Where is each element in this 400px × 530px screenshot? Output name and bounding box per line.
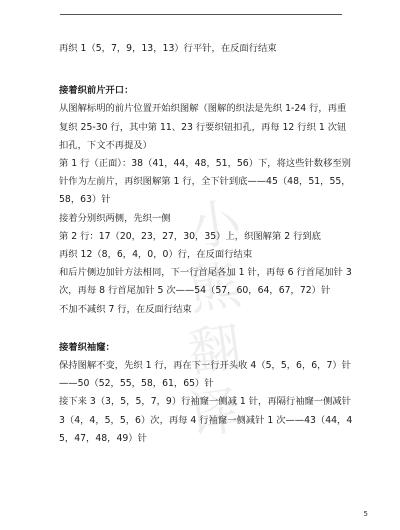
top-rule [60,14,342,15]
watermark-char: 小 [185,192,245,260]
paragraph: 从图解标明的前片位置开始织图解（图解的织法是先织 1-24 行，再重复织 25-30 行，其中第 11、23 行要织钮扣孔，再每 12 行织 1 次钮扣孔，下文不再提及） [59,103,347,151]
paragraph: 和后片侧边加针方法相同，下一行首尾各加 1 针，再每 6 行首尾加针 3 次，再每 8 行首尾加针 5 次——54（57，60，64，67，72）针 [59,267,352,297]
page-number: 5 [363,510,368,518]
paragraph: 接着分别织两侧，先织一侧 [59,212,171,224]
paragraph: 再织 12（8，6，4，0，0）行，在反面行结束 [59,249,253,261]
watermark-char: 翻 [185,317,245,385]
watermark-char: 熊 [185,255,245,322]
paragraph: 第 2 行：17（20，23，27，30，35）上，织图解第 2 行到底 [59,230,321,242]
paragraph: 接下来 3（3，5，5，7，9）行袖窿一侧减 1 针，再隔行袖窿一侧减针 3（4，4，5，5，6）次，再每 4 行袖窿一侧减针 1 次——43（44，45，47，48，49）针 [59,396,353,444]
watermark-char: 译 [185,380,245,448]
section-heading: 接着织前片开口： [59,85,134,97]
section-heading: 接着织袖窿： [59,341,115,353]
paragraph: 保持图解不变，先织 1 行，再在下一行开头收 4（5，5，6，6，7）针——50（52，55，58，61，65）针 [59,360,351,390]
paragraph: 第 1 行（正面）：38（41，44，48，51，56）下，将这些针数移至别针作为左前片，再织图解第 1 行，全下针到底——45（48，51，55，58，63）针 [59,158,351,206]
paragraph: 再织 1（5，7，9，13，13）行平针，在反面行结束 [59,43,277,54]
document-body [59,40,355,448]
paragraph: 不加不减织 7 行，在反面行结束 [59,303,192,315]
